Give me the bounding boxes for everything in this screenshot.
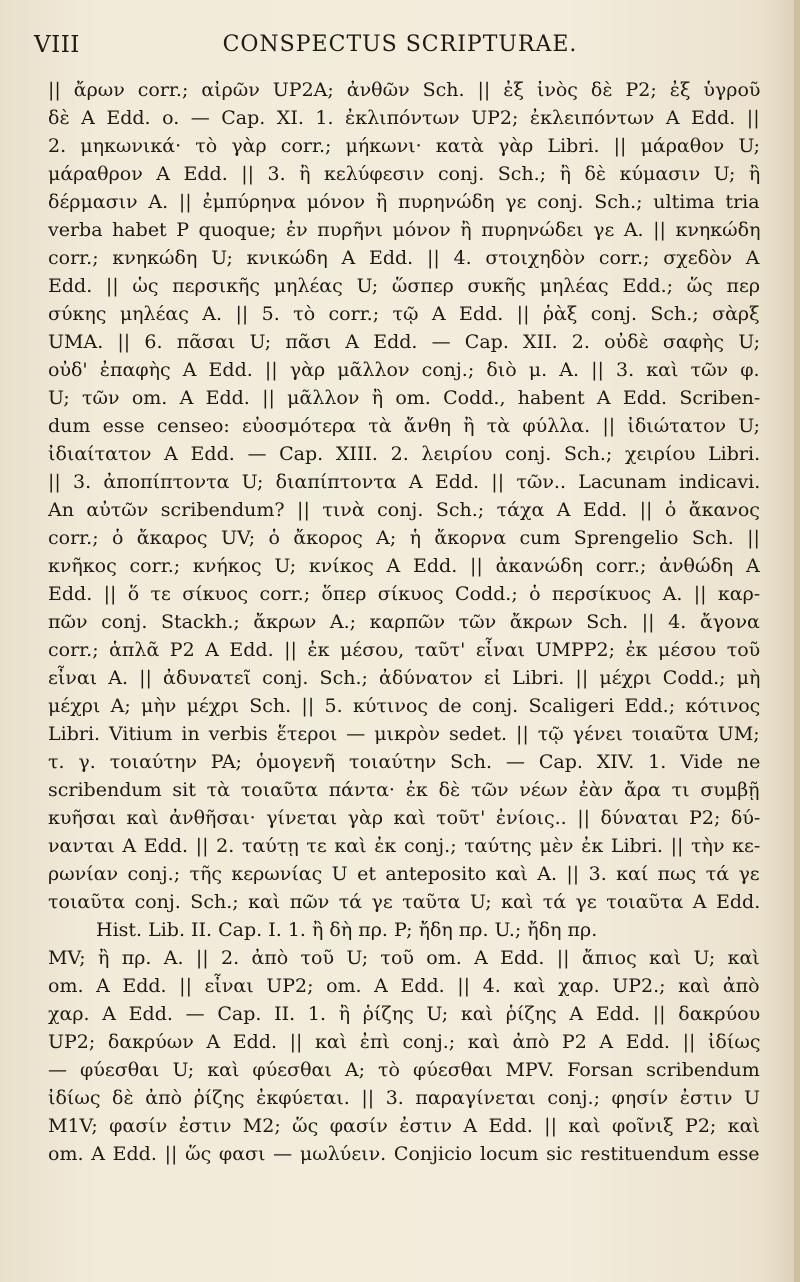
text-line: χαρ. A Edd. — Cap. II. 1. ἢ ῥίζης U; καὶ ῥίζης A Edd. || δακρύου [48, 1003, 760, 1025]
text-line: δέρμασιν A. || ἐμπύρηνα μόνον ἢ πυρηνώδη γε conj. Sch.; ultima tria [48, 191, 760, 213]
text-line: 2. μηκωνικά· τὸ γὰρ corr.; μήκωνι· κατὰ γὰρ Libri. || μάραθον U; [48, 135, 760, 157]
text-line: τοιαῦτα conj. Sch.; καὶ πῶν τά γε ταῦτα U; καὶ τά γε τοιαῦτα A Edd. [48, 891, 760, 913]
text-line: σύκης μηλέας A. || 5. τὸ corr.; τῷ A Edd. || ῥὰξ conj. Sch.; σὰρξ [48, 303, 760, 325]
text-line: scribendum sit τὰ τοιαῦτα πάντα· ἐκ δὲ τῶν νέων ἐὰν ἄρα τι συμβῇ [48, 779, 760, 801]
text-line: νανται A Edd. || 2. ταύτῃ τε καὶ ἐκ conj.; ταύτης μὲν ἐκ Libri. || τὴν κε- [48, 835, 760, 857]
text-line: δὲ A Edd. o. — Cap. XI. 1. ἐκλιπόντων UP2; ἐκλειπόντων A Edd. || [48, 107, 760, 129]
text-line: τ. γ. τοιαύτην PA; ὁμογενῆ τοιαύτην Sch. — Cap. XIV. 1. Vide ne [48, 751, 760, 773]
text-line: εἶναι A. || ἀδυνατεῖ conj. Sch.; ἀδύνατον εἰ Libri. || μέχρι Codd.; μὴ [48, 667, 760, 689]
text-line: corr.; κνηκώδη U; κνικώδη A Edd. || 4. στοιχηδὸν corr.; σχεδὸν A [48, 247, 760, 269]
text-line: U; τῶν om. A Edd. || μᾶλλον ἢ om. Codd., habent A Edd. Scriben- [48, 387, 760, 409]
folio-number: VIII [34, 32, 80, 58]
apparatus-text [48, 76, 760, 1168]
page-edge [794, 0, 800, 1282]
text-line: corr.; ὁ ἄκαρος UV; ὁ ἄκορος A; ἡ ἄκορνα cum Sprengelio Sch. || [48, 527, 760, 549]
text-line: μέχρι A; μὴν μέχρι Sch. || 5. κύτινος de conj. Scaligeri Edd.; κότινος [48, 695, 760, 717]
text-line: M1V; φασίν ἐστιν M2; ὥς φασίν ἐστιν A Edd. || καὶ φοῖνιξ P2; καὶ [48, 1115, 760, 1137]
text-line: || 3. ἀποπίπτοντα U; διαπίπτοντα A Edd. || τῶν.. Lacunam indicavi. [48, 471, 760, 493]
text-line: μάραθρον A Edd. || 3. ἢ κελύφεσιν conj. Sch.; ἢ δὲ κύμασιν U; ἢ [48, 163, 760, 185]
text-line: κυῆσαι καὶ ἀνθῆσαι· γίνεται γὰρ καὶ τοῦτ' ἐνίοις.. || δύναται P2; δύ- [48, 807, 760, 829]
text-line: verba habet P quoque; ἐν πυρῆνι μόνον ἢ πυρηνώδει γε A. || κνηκώδη [48, 219, 760, 241]
text-line: Hist. Lib. II. Cap. I. 1. ἢ δὴ πρ. P; ἤδη πρ. U.; ἤδη πρ. [96, 919, 598, 941]
text-line: dum esse censeo: εὐοσμότερα τὰ ἄνθη ἢ τὰ φύλλα. || ἰδιώτατον U; [48, 415, 760, 437]
text-line: Edd. || ὡς περσικῆς μηλέας U; ὥσπερ συκῆς μηλέας Edd.; ὥς περ [48, 275, 760, 297]
text-line: om. A Edd. || ὥς φασι — μωλύειν. Conjicio locum sic restituendum esse [48, 1143, 760, 1165]
text-line: ρωνίαν conj.; τῆς κερωνίας U et anteposito καὶ A. || 3. καί πως τά γε [48, 863, 760, 885]
text-line: Libri. Vitium in verbis ἕτεροι — μικρὸν sedet. || τῷ γένει τοιαῦτα UM; [48, 723, 760, 745]
text-line: MV; ἢ πρ. A. || 2. ἀπὸ τοῦ U; τοῦ om. A Edd. || ἄπιος καὶ U; καὶ [48, 947, 760, 969]
text-line: — φύεσθαι U; καὶ φύεσθαι A; τὸ φύεσθαι MPV. Forsan scribendum [48, 1059, 760, 1081]
text-line: UMA. || 6. πᾶσαι U; πᾶσι A Edd. — Cap. XII. 2. οὐδὲ σαφὴς U; [48, 331, 760, 353]
text-line: ἰδίως δὲ ἀπὸ ῥίζης ἐκφύεται. || 3. παραγίνεται conj.; φησίν ἐστιν U [48, 1087, 760, 1109]
text-line: κνῆκος corr.; κνήκος U; κνίκος A Edd. || ἀκανώδη corr.; ἀνθώδη A [48, 555, 760, 577]
text-line: An αὐτῶν scribendum? || τινὰ conj. Sch.; τάχα A Edd. || ὁ ἄκανος [48, 499, 760, 521]
text-line: πῶν conj. Stackh.; ἄκρων A.; καρπῶν τῶν ἄκρων Sch. || 4. ἄγονα [48, 611, 760, 633]
running-title: CONSPECTUS SCRIPTURAE. [222, 32, 578, 57]
page-header [32, 30, 768, 66]
text-line: οὐδ' ἐπαφὴς A Edd. || γὰρ μᾶλλον conj.; διὸ μ. A. || 3. καὶ τῶν φ. [48, 359, 760, 381]
text-line: om. A Edd. || εἶναι UP2; om. A Edd. || 4. καὶ χαρ. UP2.; καὶ ἀπὸ [48, 975, 760, 997]
text-line: || ἄρων corr.; αἰρῶν UP2A; ἀνθῶν Sch. || ἐξ ἰνὸς δὲ P2; ἐξ ὑγροῦ [48, 79, 760, 101]
text-line: Edd. || ὅ τε σίκυος corr.; ὅπερ σίκυος Codd.; ὁ περσίκυος A. || καρ- [48, 583, 760, 605]
text-line: UP2; δακρύων A Edd. || καὶ ἐπὶ conj.; καὶ ἀπὸ P2 A Edd. || ἰδίως [48, 1031, 760, 1053]
text-line: ἰδιαίτατον A Edd. — Cap. XIII. 2. λειρίου conj. Sch.; χειρίου Libri. [48, 443, 760, 465]
text-line: corr.; ἁπλᾶ P2 A Edd. || ἐκ μέσου, ταῦτ' εἶναι UMPP2; ἐκ μέσου τοῦ [48, 639, 760, 661]
